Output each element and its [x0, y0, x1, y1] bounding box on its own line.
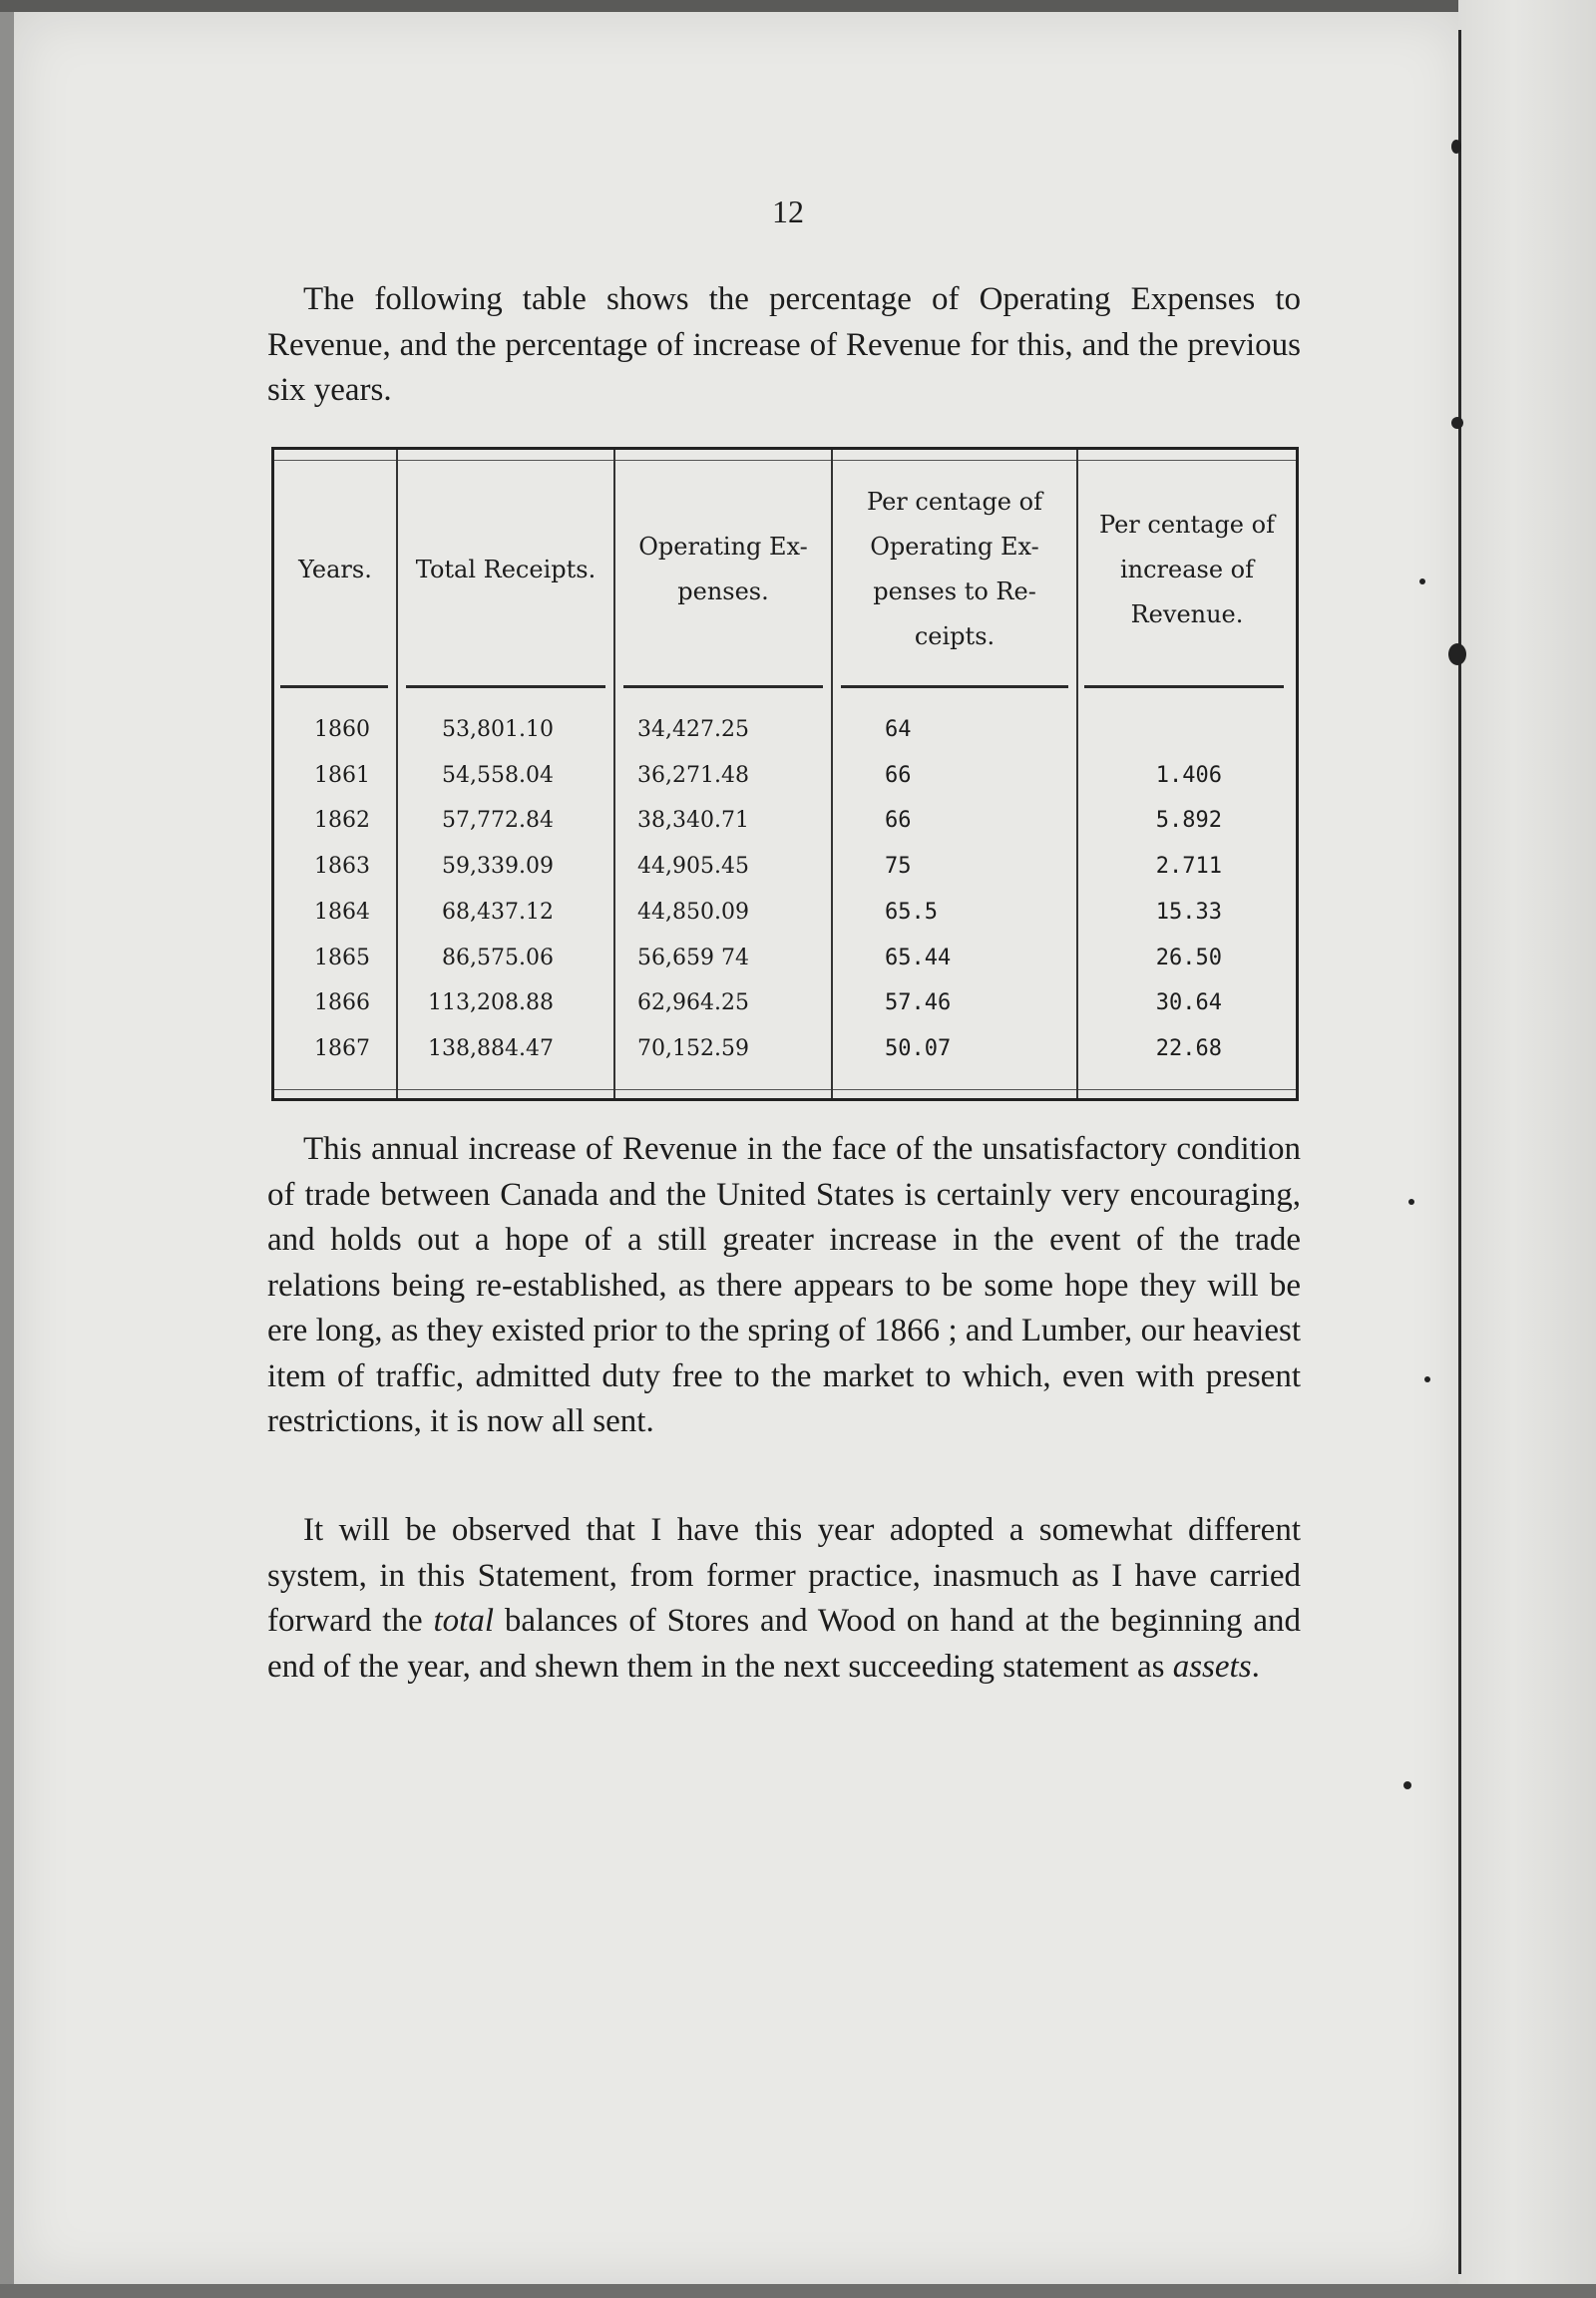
row-year: 1865 [314, 945, 370, 970]
row-year: 1867 [314, 1035, 370, 1061]
row-percentage-expenses: 65.5 [885, 899, 938, 925]
row-percentage-increase: 15.33 [1155, 899, 1222, 925]
row-total-receipts: 53,801.10 [442, 717, 554, 742]
binding-mark [1451, 417, 1463, 429]
header-rule [623, 685, 823, 688]
row-percentage-expenses: 66 [885, 762, 912, 788]
table-row [274, 798, 1296, 843]
header-rule [280, 685, 388, 688]
intro-paragraph: The following table shows the percentage of Operating Expenses to Revenue, and the percentage of increase of Revenue for this, and the previous six years. [267, 281, 1301, 408]
paragraph-text: It will be observed that I have this year adopted a somewhat different system, in this Statement, from former practice, inasmuch as I have carried forward the [267, 1512, 1301, 1639]
row-operating-expenses: 62,964.25 [637, 990, 749, 1016]
table-bottom-rule [274, 1089, 1296, 1090]
row-total-receipts: 54,558.04 [442, 762, 554, 788]
facing-page-edge [1458, 0, 1596, 2298]
row-percentage-increase: 30.64 [1155, 990, 1222, 1016]
binding-fold-line [1458, 30, 1461, 2274]
table-row [274, 844, 1296, 889]
header-operating-expenses: Operating Ex-penses. [638, 533, 808, 605]
binding-mark [1403, 1781, 1411, 1789]
row-total-receipts: 138,884.47 [428, 1035, 554, 1061]
row-year: 1863 [314, 854, 370, 880]
header-rule [406, 685, 605, 688]
table-row [274, 707, 1296, 752]
row-year: 1866 [314, 990, 370, 1016]
row-total-receipts: 59,339.09 [442, 854, 554, 880]
table-row [274, 980, 1296, 1025]
row-percentage-expenses: 66 [885, 808, 912, 834]
binding-mark [1451, 140, 1461, 154]
header-rule [841, 685, 1068, 688]
row-percentage-increase: 22.68 [1155, 1035, 1222, 1061]
revenue-table [271, 447, 1299, 1101]
row-percentage-increase: 26.50 [1155, 945, 1222, 970]
table-row [274, 753, 1296, 798]
binding-mark [1448, 643, 1466, 665]
row-operating-expenses: 44,905.45 [637, 854, 749, 880]
table-row [274, 1026, 1296, 1071]
header-total-receipts: Total Receipts. [415, 555, 597, 583]
row-percentage-increase: 1.406 [1155, 762, 1222, 788]
header-years: Years. [298, 555, 372, 583]
binding-mark [1419, 578, 1425, 584]
row-operating-expenses: 38,340.71 [637, 808, 749, 834]
row-percentage-expenses: 50.07 [885, 1035, 952, 1061]
row-total-receipts: 68,437.12 [442, 899, 554, 925]
row-percentage-expenses: 65.44 [885, 945, 952, 970]
row-year: 1864 [314, 899, 370, 925]
paragraph-text: . [1251, 1648, 1260, 1685]
header-percentage-increase: Per centage of increase of Revenue. [1099, 510, 1275, 628]
row-total-receipts: 57,772.84 [442, 808, 554, 834]
table-row [274, 936, 1296, 980]
row-year: 1860 [314, 717, 370, 742]
paragraph-text: balances of Stores and Wood on hand at the beginning and end of the year, and shewn them in the next succeeding statement as [267, 1603, 1301, 1685]
paragraph-system-change [267, 1508, 1301, 1690]
row-year: 1861 [314, 762, 370, 788]
row-percentage-increase [1062, 707, 1252, 752]
table-row [274, 890, 1296, 935]
row-percentage-expenses: 75 [885, 854, 912, 880]
scan-bottom-border [0, 2284, 1596, 2298]
row-total-receipts: 113,208.88 [428, 990, 554, 1016]
row-operating-expenses: 44,850.09 [637, 899, 749, 925]
row-percentage-increase: 2.711 [1155, 854, 1222, 880]
row-operating-expenses: 36,271.48 [637, 762, 749, 788]
scan-top-border [0, 0, 1596, 12]
row-year: 1862 [314, 808, 370, 834]
paragraph-revenue-increase: This annual increase of Revenue in the face of the unsatisfactory condition of trade between Canada and the United States is certainly very encouraging, and holds out a hope of a still greater increase in the event of the trade relations being re-established, as there appears to be some hope they will be ere long, as they existed prior to the spring of 1866 ; and Lumber, our heaviest item of traffic, admitted duty free to the market to which, even with present restrictions, it is now all sent. [267, 1131, 1301, 1439]
row-percentage-increase: 5.892 [1155, 808, 1222, 834]
header-rule [1084, 685, 1284, 688]
row-percentage-expenses: 64 [885, 717, 912, 742]
row-percentage-expenses: 57.46 [885, 990, 952, 1016]
row-total-receipts: 86,575.06 [442, 945, 554, 970]
emphasis-total: total [433, 1603, 494, 1639]
binding-mark [1408, 1199, 1414, 1205]
binding-mark [1424, 1376, 1430, 1382]
header-percentage-expenses: Per centage of Operating Ex-penses to Re-ceipts. [867, 488, 1042, 650]
row-operating-expenses: 34,427.25 [637, 717, 749, 742]
row-operating-expenses: 70,152.59 [637, 1035, 749, 1061]
row-operating-expenses: 56,659 74 [637, 945, 749, 970]
emphasis-assets: assets [1172, 1648, 1252, 1685]
page-number: 12 [772, 193, 804, 229]
